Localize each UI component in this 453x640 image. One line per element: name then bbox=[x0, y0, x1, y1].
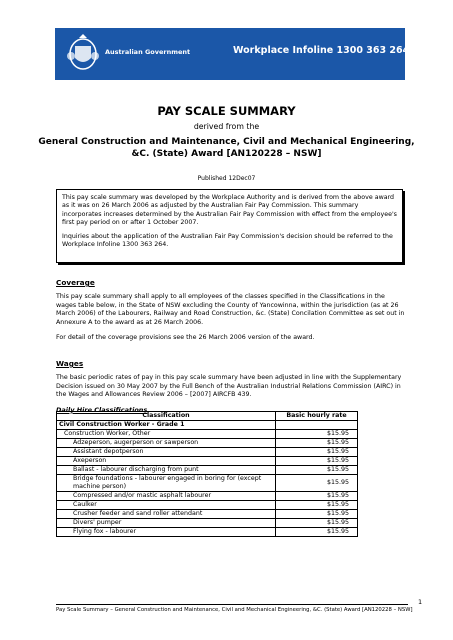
row-classification: Adzeperson, augerperson or sawperson bbox=[57, 439, 276, 448]
group-label: Civil Construction Worker - Grade 1 bbox=[57, 421, 276, 430]
row-rate: $15.95 bbox=[276, 501, 358, 510]
notice-paragraph-1: This pay scale summary was developed by the Workplace Authority and is derived from the above award as it was on 26 March 2006 as adjusted by the Australian Fair Pay Commission. This summary incorporates increases determined by the Australian Fair Pay Commission with effect from the employee's first pay period on or after 1 October 2007. bbox=[62, 194, 397, 227]
row-classification: Divers' pumper bbox=[57, 519, 276, 528]
group-rate bbox=[276, 421, 358, 430]
row-classification: Compressed and/or mastic asphalt labourer bbox=[57, 492, 276, 501]
published-date: Published 12Dec07 bbox=[197, 175, 256, 182]
row-classification: Axeperson bbox=[57, 457, 276, 466]
table-row bbox=[57, 475, 358, 492]
group-row bbox=[57, 421, 358, 430]
row-rate: $15.95 bbox=[276, 528, 358, 537]
infoline-text: Workplace Infoline 1300 363 264 bbox=[233, 45, 410, 56]
coat-of-arms-icon bbox=[65, 34, 101, 74]
coverage-section bbox=[56, 278, 406, 343]
row-rate: $15.95 bbox=[276, 439, 358, 448]
row-rate: $15.95 bbox=[276, 466, 358, 475]
table-row bbox=[57, 519, 358, 528]
subgroup-row bbox=[57, 430, 358, 439]
coverage-heading: Coverage bbox=[56, 278, 95, 287]
table-row bbox=[57, 528, 358, 537]
award-title: General Construction and Maintenance, Civil and Mechanical Engineering, &C. (State) Award [AN120228 – NSW] bbox=[38, 137, 415, 159]
wages-section bbox=[56, 359, 406, 414]
table-header-row bbox=[57, 412, 358, 421]
table-row bbox=[57, 457, 358, 466]
notice-paragraph-2: Inquiries about the application of the Australian Fair Pay Commission's decision should be referred to the Workplace Infoline 1300 363 264. bbox=[62, 232, 393, 249]
coverage-paragraph-2: For detail of the coverage provisions see the 26 March 2006 version of the award. bbox=[56, 334, 315, 342]
coverage-paragraph-1: This pay scale summary shall apply to all employees of the classes specified in the Classifications in the wages table below, in the State of NSW excluding the County of Yancowinna, within the jurisdiction (as at 26 March 2006) of the Labourers, Railway and Road Construction, &c. (State) Concilation Committee as set out in Annexure A to the award as at 26 March 2006. bbox=[56, 293, 405, 326]
row-classification: Flying fox - labourer bbox=[57, 528, 276, 537]
table-row bbox=[57, 510, 358, 519]
gov-label: Australian Government bbox=[105, 48, 191, 56]
subgroup-rate: $15.95 bbox=[276, 430, 358, 439]
row-rate: $15.95 bbox=[276, 457, 358, 466]
page-title: PAY SCALE SUMMARY bbox=[157, 104, 296, 118]
table-row bbox=[57, 501, 358, 510]
rate-column-header: Basic hourly rate bbox=[276, 412, 358, 421]
header-banner bbox=[55, 28, 410, 80]
table-row bbox=[57, 439, 358, 448]
wages-heading: Wages bbox=[56, 359, 84, 368]
page-footer: Pay Scale Summary – General Construction and Maintenance, Civil and Mechanical Engineering, &C. (State) Award [AN120228 – NSW] bbox=[56, 607, 413, 613]
table-row bbox=[57, 448, 358, 457]
table-row bbox=[57, 466, 358, 475]
row-rate: $15.95 bbox=[276, 448, 358, 457]
row-rate: $15.95 bbox=[276, 519, 358, 528]
daily-hire-heading: Daily Hire Classifications bbox=[56, 405, 148, 414]
row-rate: $15.95 bbox=[276, 492, 358, 501]
subgroup-label: Construction Worker, Other bbox=[57, 430, 276, 439]
wages-table bbox=[56, 411, 358, 537]
page-number: 1 bbox=[418, 598, 423, 606]
table-row bbox=[57, 492, 358, 501]
footer-divider bbox=[56, 604, 408, 605]
row-rate: $15.95 bbox=[276, 510, 358, 519]
row-rate: $15.95 bbox=[276, 475, 358, 492]
row-classification: Crusher feeder and sand roller attendant bbox=[57, 510, 276, 519]
row-classification: Caulker bbox=[57, 501, 276, 510]
derived-text: derived from the bbox=[193, 122, 260, 131]
row-classification: Bridge foundations - labourer engaged in boring for (except machine person) bbox=[57, 475, 276, 492]
row-classification: Ballast - labourer discharging from punt bbox=[57, 466, 276, 475]
wages-paragraph: The basic periodic rates of pay in this pay scale summary have been adjusted in line with the Supplementary Decision issued on 30 May 2007 by the Full Bench of the Australian Industrial Relations Commission (AIRC) in the Wages and Allowances Review 2006 – [2007] AIRCFB 439. bbox=[56, 374, 402, 399]
row-classification: Assistant depotperson bbox=[57, 448, 276, 457]
notice-box bbox=[56, 189, 403, 263]
classification-column-header: Classification bbox=[57, 412, 276, 421]
